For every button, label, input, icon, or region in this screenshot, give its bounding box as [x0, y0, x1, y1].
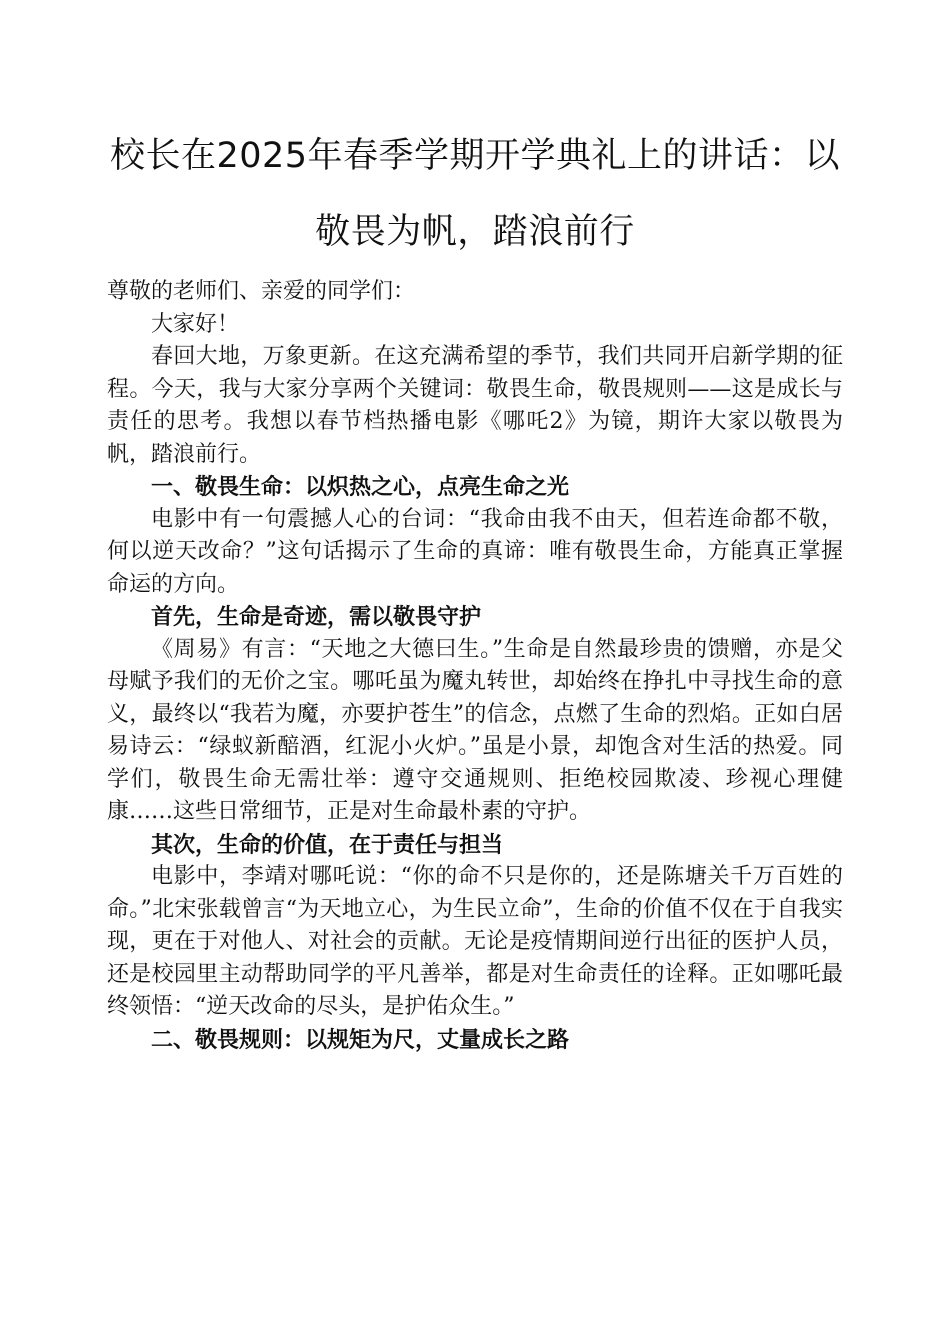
subsection-heading: 其次，生命的价值，在于责任与担当 — [151, 831, 504, 858]
paragraph: 《周易》有言：“天地之大德曰生。”生命是自然最珍贵的馈赠，亦是父母赋予我们的无价之宝。哪吒虽为魔丸转世，却始终在挣扎中寻找生命的意义，最终以“我若为魔，亦要护苍生”的信念，点燃了生命的烈焰。正如白居易诗云：“绿蚁新醅酒，红泥小火炉。”虽是小景，却饱含对生活的热爱。同学们，敬畏生命无需壮举：遵守交通规则、拒绝校园欺凌、珍视心理健康……这些日常细节，正是对生命最朴素的守护。 — [107, 636, 843, 824]
paragraph: 电影中有一句震撼人心的台词：“我命由我不由天，但若连命都不敬，何以逆天改命？”这句话揭示了生命的真谛：唯有敬畏生命，方能真正掌握命运的方向。 — [107, 506, 843, 597]
paragraph: 春回大地，万象更新。在这充满希望的季节，我们共同开启新学期的征程。今天，我与大家分享两个关键词：敬畏生命，敬畏规则——这是成长与责任的思考。我想以春节档热播电影《哪吒2》为镜，期许大家以敬畏为帆，踏浪前行。 — [107, 344, 843, 467]
paragraph: 电影中，李靖对哪吒说：“你的命不只是你的，还是陈塘关千万百姓的命。”北宋张载曾言“为天地立心，为生民立命”，生命的价值不仅在于自我实现，更在于对他人、对社会的贡献。无论是疫情期间逆行出征的医护人员，还是校园里主动帮助同学的平凡善举，都是对生命责任的诠释。正如哪吒最终领悟：“逆天改命的尽头，是护佑众生。” — [107, 864, 843, 1019]
document-body — [107, 276, 843, 1056]
greeting: 大家好！ — [151, 311, 240, 337]
salutation: 尊敬的老师们、亲爱的同学们： — [107, 279, 416, 304]
section-heading: 一、敬畏生命：以炽热之心，点亮生命之光 — [151, 474, 570, 500]
section-heading: 二、敬畏规则：以规矩为尺，丈量成长之路 — [151, 1026, 570, 1053]
subsection-heading: 首先，生命是奇迹，需以敬畏守护 — [151, 604, 482, 630]
document-title: 校长在2025年春季学期开学典礼上的讲话：以敬畏为帆，踏浪前行 — [109, 136, 841, 252]
